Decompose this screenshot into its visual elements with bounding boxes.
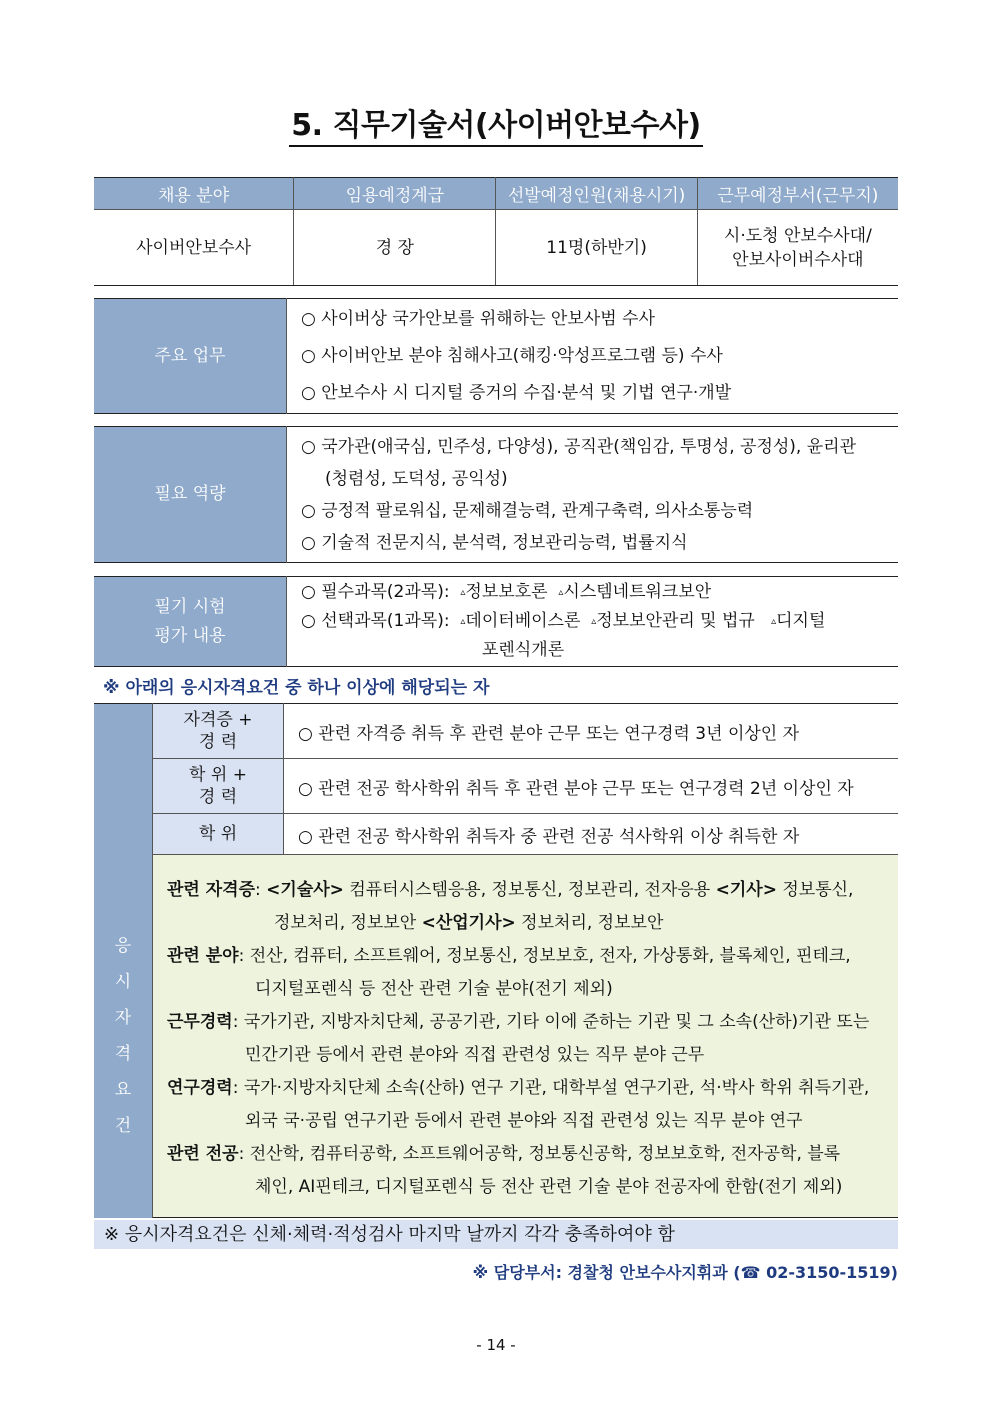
competency-item: ○ 긍정적 팔로워십, 문제해결능력, 관계구축력, 의사소통능력 — [301, 500, 754, 521]
value-field: 사이버안보수사 — [94, 210, 294, 286]
value-rank: 경 장 — [294, 210, 496, 286]
competency-section — [94, 426, 898, 563]
contact-info: ※ 담당부서: 경찰청 안보수사지휘과 (☎ 02-3150-1519) — [472, 1263, 898, 1282]
main-duties-section — [94, 298, 898, 414]
qualification-type-degree-career: 학 위 + 경 력 — [153, 759, 284, 814]
duty-item: ○ 사이버안보 분야 침해사고(해킹·악성프로그램 등) 수사 — [301, 345, 723, 366]
elective-subjects-continued: 포렌식개론 — [482, 640, 565, 660]
page-number: - 14 - — [476, 1336, 516, 1354]
value-department: 시·도청 안보수사대/ 안보사이버수사대 — [697, 210, 898, 286]
qualification-cert-text: ○ 관련 자격증 취득 후 관련 분야 근무 또는 연구경력 3년 이상인 자 — [284, 704, 899, 759]
main-duties-content — [287, 299, 899, 414]
header-department: 근무예정부서(근무지) — [697, 178, 898, 210]
header-count: 선발예정인원(채용시기) — [496, 178, 697, 210]
written-exam-label: 필기 시험 평가 내용 — [94, 577, 287, 667]
duty-item: ○ 사이버상 국가안보를 위해하는 안보사범 수사 — [301, 308, 655, 329]
duty-item: ○ 안보수사 시 디지털 증거의 수집·분석 및 기법 연구·개발 — [301, 382, 732, 403]
qualification-degree-career-text: ○ 관련 전공 학사학위 취득 후 관련 분야 근무 또는 연구경력 2년 이상인 자 — [284, 759, 899, 814]
competency-label: 필요 역량 — [94, 427, 287, 563]
header-rank: 임용예정계급 — [294, 178, 496, 210]
qualification-details: 관련 자격증: <기술사> 컴퓨터시스템응용, 정보통신, 정보관리, 전자응용 <기사> 정보통신, 정보처리, 정보보안 <산업기사> 정보처리, 정보보안 관련 분야: 전산, 컴퓨터, 소프트웨어, 정보통신, 정보보호, 전자, 가상통화, 블록체인, 핀테크, 디지털포렌식 등 전산 관련 기술 분야(전기 제외) 근무경력: 국가기관, 지방자치단체, 공공기관, 기타 이에 준하는 기관 및 그 소속(산하)기관 또는 민간기관 등에서 관련 분야와 직접 관련성 있는 직무 분야 근무 연구경력: 국가·지방자치단체 소속(산하) 연구 기관, 대학부설 연구기관, 석·박사 학위 취득기관, 외국 국·공립 연구기관 등에서 관련 분야와 직접 관련성 있는 직무 분야 연구 관련 전공: 전산학, 컴퓨터공학, 소프트웨어공학, 정보통신공학, 정보보호학, 전자공학, 블록 체인, AI핀테크, 디지털포렌식 등 전산 관련 기술 분야 전공자에 한함(전기 제외) — [153, 855, 899, 1218]
related-majors: 관련 전공: 전산학, 컴퓨터공학, 소프트웨어공학, 정보통신공학, 정보보호학, 전자공학, 블록 — [167, 1143, 841, 1164]
written-exam-section — [94, 576, 898, 667]
elective-subjects: ○ 선택과목(1과목): ▵데이터베이스론 ▵정보보안관리 및 법규 ▵디지털 — [301, 611, 826, 631]
qualification-table — [94, 703, 898, 1218]
main-duties-label: 주요 업무 — [94, 299, 287, 414]
related-certificates: 관련 자격증: <기술사> 컴퓨터시스템응용, 정보통신, 정보관리, 전자응용 <기사> 정보통신, — [167, 879, 854, 900]
header-field: 채용 분야 — [94, 178, 294, 210]
competency-item: ○ 기술적 전문지식, 분석력, 정보관리능력, 법률지식 — [301, 532, 688, 553]
competency-content — [287, 427, 899, 563]
qualification-type-cert: 자격증 + 경 력 — [153, 704, 284, 759]
footnote: ※ 응시자격요건은 신체·체력·적성검사 마지막 날까지 각각 충족하여야 함 — [94, 1220, 898, 1249]
competency-item: ○ 국가관(애국심, 민주성, 다양성), 공직관(책임감, 투명성, 공정성), 윤리관 — [301, 436, 857, 457]
qualification-degree-text: ○ 관련 전공 학사학위 취득자 중 관련 전공 석사학위 이상 취득한 자 — [284, 814, 899, 855]
related-fields: 관련 분야: 전산, 컴퓨터, 소프트웨어, 정보통신, 정보보호, 전자, 가상통화, 블록체인, 핀테크, — [167, 945, 851, 966]
qualification-type-degree: 학 위 — [153, 814, 284, 855]
work-experience: 근무경력: 국가기관, 지방자치단체, 공공기관, 기타 이에 준하는 기관 및 그 소속(산하)기관 또는 — [167, 1011, 870, 1032]
recruitment-summary-table — [94, 177, 898, 286]
qualification-vertical-label: 응 시 자 격 요 건 — [94, 704, 153, 1218]
qualification-note: ※ 아래의 응시자격요건 중 하나 이상에 해당되는 자 — [103, 678, 490, 698]
written-exam-content — [287, 577, 899, 667]
page-title: 5. 직무기술서(사이버안보수사) — [0, 100, 992, 144]
research-experience: 연구경력: 국가·지방자치단체 소속(산하) 연구 기관, 대학부설 연구기관, 석·박사 학위 취득기관, — [167, 1077, 870, 1098]
competency-item-continued: (청렴성, 도덕성, 공익성) — [325, 468, 508, 489]
required-subjects: ○ 필수과목(2과목): ▵정보보호론 ▵시스템네트워크보안 — [301, 582, 712, 602]
value-count: 11명(하반기) — [496, 210, 697, 286]
